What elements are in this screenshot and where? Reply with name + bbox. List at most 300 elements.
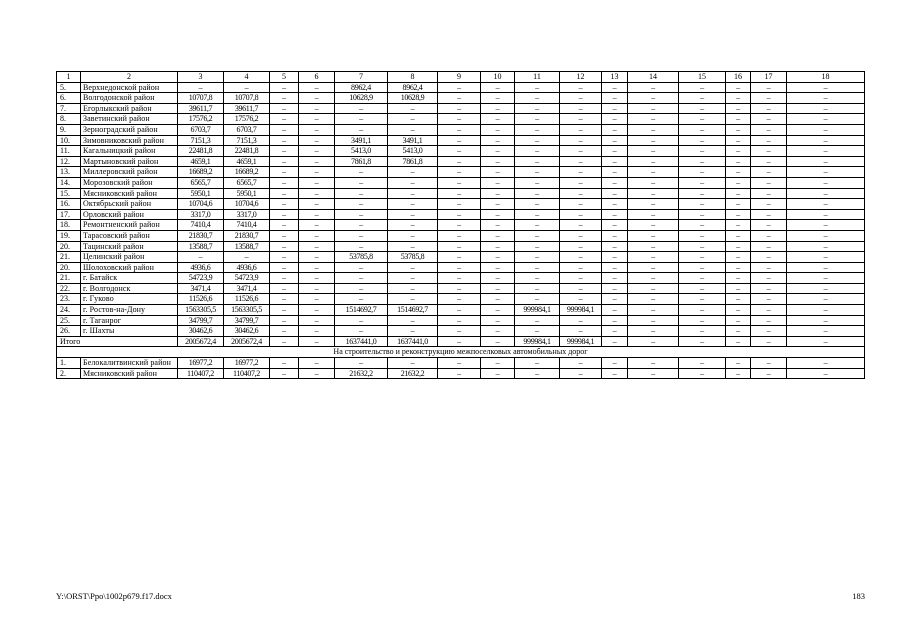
value-cell: 10707,8 bbox=[224, 93, 270, 104]
value-cell: – bbox=[628, 358, 679, 369]
total-value: – bbox=[481, 336, 515, 347]
value-cell: – bbox=[751, 326, 787, 337]
value-cell: – bbox=[787, 230, 865, 241]
value-cell: 17576,2 bbox=[224, 114, 270, 125]
value-cell: – bbox=[751, 209, 787, 220]
value-cell: 6565,7 bbox=[178, 177, 224, 188]
row-number: 24. bbox=[57, 305, 81, 316]
value-cell: – bbox=[438, 167, 481, 178]
value-cell: 3491,1 bbox=[388, 135, 438, 146]
value-cell: – bbox=[602, 167, 628, 178]
value-cell: – bbox=[560, 294, 602, 305]
value-cell: – bbox=[560, 103, 602, 114]
value-cell: – bbox=[751, 177, 787, 188]
value-cell: – bbox=[515, 326, 560, 337]
value-cell: – bbox=[388, 103, 438, 114]
value-cell: – bbox=[438, 82, 481, 93]
value-cell: – bbox=[726, 358, 751, 369]
table-row bbox=[57, 82, 865, 93]
value-cell: – bbox=[481, 177, 515, 188]
table-row bbox=[57, 156, 865, 167]
value-cell: – bbox=[388, 114, 438, 125]
value-cell: – bbox=[335, 294, 388, 305]
table-row bbox=[57, 177, 865, 188]
value-cell: – bbox=[751, 103, 787, 114]
district-name: Зимовниковский район bbox=[81, 135, 178, 146]
value-cell: – bbox=[751, 114, 787, 125]
value-cell: 5950,1 bbox=[178, 188, 224, 199]
value-cell: – bbox=[481, 220, 515, 231]
section-row bbox=[57, 347, 865, 358]
value-cell: – bbox=[438, 146, 481, 157]
value-cell: 110407,2 bbox=[178, 368, 224, 379]
value-cell: – bbox=[628, 283, 679, 294]
value-cell: 999984,1 bbox=[515, 305, 560, 316]
value-cell: – bbox=[335, 326, 388, 337]
value-cell: – bbox=[726, 209, 751, 220]
value-cell: 7151,3 bbox=[224, 135, 270, 146]
table-row bbox=[57, 252, 865, 263]
value-cell: – bbox=[679, 188, 726, 199]
value-cell: – bbox=[299, 93, 335, 104]
value-cell: – bbox=[515, 114, 560, 125]
value-cell: 7410,4 bbox=[178, 220, 224, 231]
value-cell: 53785,8 bbox=[388, 252, 438, 263]
value-cell: 1563305,5 bbox=[178, 305, 224, 316]
district-name: Целинский район bbox=[81, 252, 178, 263]
value-cell: – bbox=[270, 283, 299, 294]
value-cell: – bbox=[299, 241, 335, 252]
value-cell: – bbox=[751, 82, 787, 93]
value-cell: 10628,9 bbox=[388, 93, 438, 104]
value-cell: – bbox=[602, 262, 628, 273]
value-cell: – bbox=[726, 368, 751, 379]
value-cell: – bbox=[602, 273, 628, 284]
value-cell: – bbox=[726, 188, 751, 199]
value-cell: – bbox=[726, 252, 751, 263]
table-row bbox=[57, 326, 865, 337]
value-cell: – bbox=[388, 315, 438, 326]
value-cell: 34799,7 bbox=[178, 315, 224, 326]
value-cell: – bbox=[787, 326, 865, 337]
value-cell: – bbox=[787, 188, 865, 199]
value-cell: – bbox=[299, 114, 335, 125]
value-cell: 30462,6 bbox=[178, 326, 224, 337]
value-cell: – bbox=[335, 188, 388, 199]
value-cell: – bbox=[335, 124, 388, 135]
value-cell: – bbox=[628, 156, 679, 167]
value-cell: – bbox=[787, 93, 865, 104]
value-cell: – bbox=[515, 358, 560, 369]
value-cell: – bbox=[628, 273, 679, 284]
row-number: 18. bbox=[57, 220, 81, 231]
table-row bbox=[57, 241, 865, 252]
value-cell: – bbox=[388, 241, 438, 252]
row-number: 13. bbox=[57, 167, 81, 178]
value-cell: – bbox=[270, 230, 299, 241]
value-cell: – bbox=[751, 135, 787, 146]
value-cell: – bbox=[751, 124, 787, 135]
value-cell: 13588,7 bbox=[224, 241, 270, 252]
value-cell: – bbox=[560, 230, 602, 241]
value-cell: – bbox=[481, 368, 515, 379]
value-cell: – bbox=[270, 252, 299, 263]
value-cell: – bbox=[481, 156, 515, 167]
value-cell: – bbox=[270, 273, 299, 284]
column-number: 10 bbox=[481, 72, 515, 83]
value-cell: – bbox=[628, 114, 679, 125]
value-cell: – bbox=[751, 305, 787, 316]
value-cell: – bbox=[602, 283, 628, 294]
value-cell: – bbox=[515, 230, 560, 241]
value-cell: – bbox=[438, 252, 481, 263]
value-cell: – bbox=[299, 230, 335, 241]
value-cell: – bbox=[679, 220, 726, 231]
value-cell: – bbox=[679, 326, 726, 337]
value-cell: – bbox=[438, 199, 481, 210]
value-cell: – bbox=[438, 262, 481, 273]
value-cell: – bbox=[628, 368, 679, 379]
value-cell: – bbox=[602, 156, 628, 167]
value-cell: – bbox=[560, 188, 602, 199]
value-cell: – bbox=[270, 177, 299, 188]
row-number: 21. bbox=[57, 273, 81, 284]
value-cell: – bbox=[438, 305, 481, 316]
row-number: 10. bbox=[57, 135, 81, 146]
value-cell: – bbox=[726, 326, 751, 337]
value-cell: – bbox=[481, 294, 515, 305]
value-cell: – bbox=[481, 135, 515, 146]
value-cell: 6703,7 bbox=[224, 124, 270, 135]
value-cell: – bbox=[560, 283, 602, 294]
value-cell: – bbox=[726, 220, 751, 231]
value-cell: – bbox=[388, 209, 438, 220]
value-cell: – bbox=[335, 220, 388, 231]
value-cell: – bbox=[560, 93, 602, 104]
district-name: Белокалитвинский район bbox=[81, 358, 178, 369]
value-cell: 21830,7 bbox=[178, 230, 224, 241]
value-cell: – bbox=[515, 241, 560, 252]
district-name: Тарасовский район bbox=[81, 230, 178, 241]
table-row bbox=[57, 167, 865, 178]
value-cell: – bbox=[751, 188, 787, 199]
value-cell: 1514692,7 bbox=[388, 305, 438, 316]
value-cell: 999984,1 bbox=[560, 305, 602, 316]
value-cell: – bbox=[560, 358, 602, 369]
value-cell: – bbox=[515, 135, 560, 146]
value-cell: – bbox=[679, 283, 726, 294]
value-cell: 16977,2 bbox=[224, 358, 270, 369]
value-cell: – bbox=[299, 188, 335, 199]
value-cell: – bbox=[560, 167, 602, 178]
value-cell: – bbox=[787, 262, 865, 273]
value-cell: – bbox=[751, 368, 787, 379]
value-cell: – bbox=[628, 188, 679, 199]
value-cell: – bbox=[299, 305, 335, 316]
table-row bbox=[57, 124, 865, 135]
value-cell: – bbox=[726, 114, 751, 125]
value-cell: – bbox=[679, 114, 726, 125]
row-number: 5. bbox=[57, 82, 81, 93]
page-number: 183 bbox=[852, 591, 865, 601]
value-cell: – bbox=[481, 124, 515, 135]
value-cell: – bbox=[270, 294, 299, 305]
value-cell: – bbox=[751, 93, 787, 104]
value-cell: 4659,1 bbox=[224, 156, 270, 167]
value-cell: 3317,0 bbox=[178, 209, 224, 220]
value-cell: – bbox=[628, 241, 679, 252]
value-cell: – bbox=[726, 305, 751, 316]
value-cell: 3317,0 bbox=[224, 209, 270, 220]
value-cell: – bbox=[299, 135, 335, 146]
value-cell: – bbox=[388, 177, 438, 188]
row-number: 1. bbox=[57, 358, 81, 369]
column-number: 12 bbox=[560, 72, 602, 83]
value-cell: – bbox=[270, 262, 299, 273]
value-cell: – bbox=[270, 156, 299, 167]
value-cell: 54723,9 bbox=[178, 273, 224, 284]
value-cell: – bbox=[270, 326, 299, 337]
total-row bbox=[57, 336, 865, 347]
row-number: 26. bbox=[57, 326, 81, 337]
value-cell: – bbox=[481, 305, 515, 316]
total-value: 1637441,0 bbox=[335, 336, 388, 347]
value-cell: – bbox=[515, 124, 560, 135]
value-cell: – bbox=[787, 156, 865, 167]
value-cell: – bbox=[299, 294, 335, 305]
value-cell: – bbox=[602, 252, 628, 263]
row-number: 20. bbox=[57, 241, 81, 252]
value-cell: – bbox=[787, 177, 865, 188]
value-cell: – bbox=[515, 252, 560, 263]
value-cell: 39611,7 bbox=[224, 103, 270, 114]
total-value: – bbox=[270, 336, 299, 347]
value-cell: – bbox=[515, 93, 560, 104]
value-cell: – bbox=[602, 124, 628, 135]
value-cell: 3491,1 bbox=[335, 135, 388, 146]
value-cell: – bbox=[270, 82, 299, 93]
value-cell: – bbox=[481, 358, 515, 369]
value-cell: – bbox=[270, 124, 299, 135]
value-cell: – bbox=[515, 315, 560, 326]
total-value: – bbox=[438, 336, 481, 347]
value-cell: 16977,2 bbox=[178, 358, 224, 369]
value-cell: – bbox=[628, 305, 679, 316]
value-cell: – bbox=[299, 124, 335, 135]
value-cell: – bbox=[628, 262, 679, 273]
value-cell: – bbox=[628, 315, 679, 326]
value-cell: – bbox=[751, 146, 787, 157]
district-name: Кагальницкий район bbox=[81, 146, 178, 157]
value-cell: – bbox=[602, 315, 628, 326]
table-row bbox=[57, 146, 865, 157]
table-row bbox=[57, 199, 865, 210]
district-name: Тацинский район bbox=[81, 241, 178, 252]
column-number: 18 bbox=[787, 72, 865, 83]
value-cell: – bbox=[628, 230, 679, 241]
value-cell: – bbox=[270, 241, 299, 252]
value-cell: – bbox=[560, 368, 602, 379]
value-cell: 21632,2 bbox=[388, 368, 438, 379]
value-cell: – bbox=[679, 305, 726, 316]
value-cell: – bbox=[335, 262, 388, 273]
value-cell: – bbox=[299, 209, 335, 220]
value-cell: – bbox=[270, 220, 299, 231]
value-cell: – bbox=[515, 103, 560, 114]
district-name: г. Ростов-на-Дону bbox=[81, 305, 178, 316]
value-cell: 3471,4 bbox=[178, 283, 224, 294]
value-cell: – bbox=[299, 283, 335, 294]
column-number: 4 bbox=[224, 72, 270, 83]
table-row bbox=[57, 262, 865, 273]
value-cell: – bbox=[438, 294, 481, 305]
column-number: 6 bbox=[299, 72, 335, 83]
value-cell: – bbox=[751, 220, 787, 231]
value-cell: – bbox=[602, 220, 628, 231]
value-cell: 5413,0 bbox=[388, 146, 438, 157]
total-value: 999984,1 bbox=[515, 336, 560, 347]
column-number: 16 bbox=[726, 72, 751, 83]
value-cell: – bbox=[515, 294, 560, 305]
section-title: На строительство и реконструкцию межпоселковых автомобильных дорог bbox=[57, 347, 865, 358]
value-cell: – bbox=[270, 199, 299, 210]
district-name: г. Гуково bbox=[81, 294, 178, 305]
value-cell: – bbox=[515, 82, 560, 93]
value-cell: – bbox=[270, 188, 299, 199]
value-cell: – bbox=[679, 358, 726, 369]
value-cell: – bbox=[515, 273, 560, 284]
value-cell: – bbox=[481, 326, 515, 337]
row-number: 9. bbox=[57, 124, 81, 135]
value-cell: – bbox=[726, 241, 751, 252]
total-value: – bbox=[726, 336, 751, 347]
column-number: 14 bbox=[628, 72, 679, 83]
value-cell: – bbox=[438, 188, 481, 199]
value-cell: – bbox=[602, 199, 628, 210]
value-cell: – bbox=[270, 209, 299, 220]
value-cell: – bbox=[751, 230, 787, 241]
value-cell: – bbox=[438, 358, 481, 369]
value-cell: – bbox=[787, 209, 865, 220]
value-cell: 39611,7 bbox=[178, 103, 224, 114]
district-name: г. Волгодонск bbox=[81, 283, 178, 294]
value-cell: – bbox=[628, 199, 679, 210]
row-number: 16. bbox=[57, 199, 81, 210]
value-cell: – bbox=[481, 262, 515, 273]
value-cell: – bbox=[560, 135, 602, 146]
value-cell: – bbox=[628, 177, 679, 188]
value-cell: – bbox=[560, 114, 602, 125]
value-cell: – bbox=[335, 273, 388, 284]
district-name: Мясниковский район bbox=[81, 368, 178, 379]
column-number: 17 bbox=[751, 72, 787, 83]
value-cell: 5950,1 bbox=[224, 188, 270, 199]
value-cell: – bbox=[726, 124, 751, 135]
value-cell: – bbox=[270, 135, 299, 146]
value-cell: – bbox=[628, 167, 679, 178]
total-value: 2005672,4 bbox=[178, 336, 224, 347]
value-cell: – bbox=[679, 93, 726, 104]
value-cell: – bbox=[299, 146, 335, 157]
value-cell: 6565,7 bbox=[224, 177, 270, 188]
value-cell: – bbox=[560, 220, 602, 231]
value-cell: 7410,4 bbox=[224, 220, 270, 231]
value-cell: – bbox=[751, 241, 787, 252]
value-cell: – bbox=[438, 368, 481, 379]
total-value: – bbox=[628, 336, 679, 347]
value-cell: – bbox=[388, 230, 438, 241]
value-cell: – bbox=[602, 326, 628, 337]
value-cell: – bbox=[726, 156, 751, 167]
value-cell: – bbox=[438, 114, 481, 125]
value-cell: – bbox=[438, 273, 481, 284]
value-cell: – bbox=[751, 252, 787, 263]
value-cell: – bbox=[726, 283, 751, 294]
value-cell: – bbox=[178, 252, 224, 263]
value-cell: – bbox=[224, 252, 270, 263]
value-cell: 10628,9 bbox=[335, 93, 388, 104]
district-name: Шолоховский район bbox=[81, 262, 178, 273]
value-cell: – bbox=[270, 146, 299, 157]
value-cell: – bbox=[388, 188, 438, 199]
total-value: – bbox=[787, 336, 865, 347]
value-cell: – bbox=[299, 273, 335, 284]
value-cell: – bbox=[726, 230, 751, 241]
value-cell: – bbox=[726, 315, 751, 326]
value-cell: – bbox=[335, 315, 388, 326]
value-cell: – bbox=[787, 241, 865, 252]
value-cell: – bbox=[270, 167, 299, 178]
value-cell: – bbox=[299, 358, 335, 369]
value-cell: – bbox=[751, 358, 787, 369]
value-cell: 7861,8 bbox=[335, 156, 388, 167]
value-cell: – bbox=[481, 315, 515, 326]
column-number: 5 bbox=[270, 72, 299, 83]
value-cell: – bbox=[335, 230, 388, 241]
total-value: – bbox=[602, 336, 628, 347]
value-cell: – bbox=[602, 358, 628, 369]
total-label: Итого bbox=[57, 336, 178, 347]
table-row bbox=[57, 209, 865, 220]
value-cell: – bbox=[335, 199, 388, 210]
value-cell: – bbox=[438, 241, 481, 252]
total-value: 2005672,4 bbox=[224, 336, 270, 347]
value-cell: – bbox=[628, 252, 679, 263]
value-cell: 1563305,5 bbox=[224, 305, 270, 316]
value-cell: – bbox=[602, 230, 628, 241]
value-cell: – bbox=[299, 156, 335, 167]
value-cell: – bbox=[270, 305, 299, 316]
column-number: 2 bbox=[81, 72, 178, 83]
row-number: 25. bbox=[57, 315, 81, 326]
value-cell: – bbox=[388, 358, 438, 369]
value-cell: 17576,2 bbox=[178, 114, 224, 125]
value-cell: – bbox=[679, 177, 726, 188]
value-cell: – bbox=[602, 114, 628, 125]
table-row bbox=[57, 294, 865, 305]
value-cell: – bbox=[787, 273, 865, 284]
value-cell: – bbox=[560, 273, 602, 284]
value-cell: – bbox=[560, 177, 602, 188]
row-number: 22. bbox=[57, 283, 81, 294]
value-cell: – bbox=[335, 283, 388, 294]
value-cell: – bbox=[679, 103, 726, 114]
value-cell: – bbox=[787, 167, 865, 178]
row-number: 6. bbox=[57, 93, 81, 104]
value-cell: 16689,2 bbox=[178, 167, 224, 178]
value-cell: – bbox=[679, 135, 726, 146]
value-cell: – bbox=[560, 82, 602, 93]
